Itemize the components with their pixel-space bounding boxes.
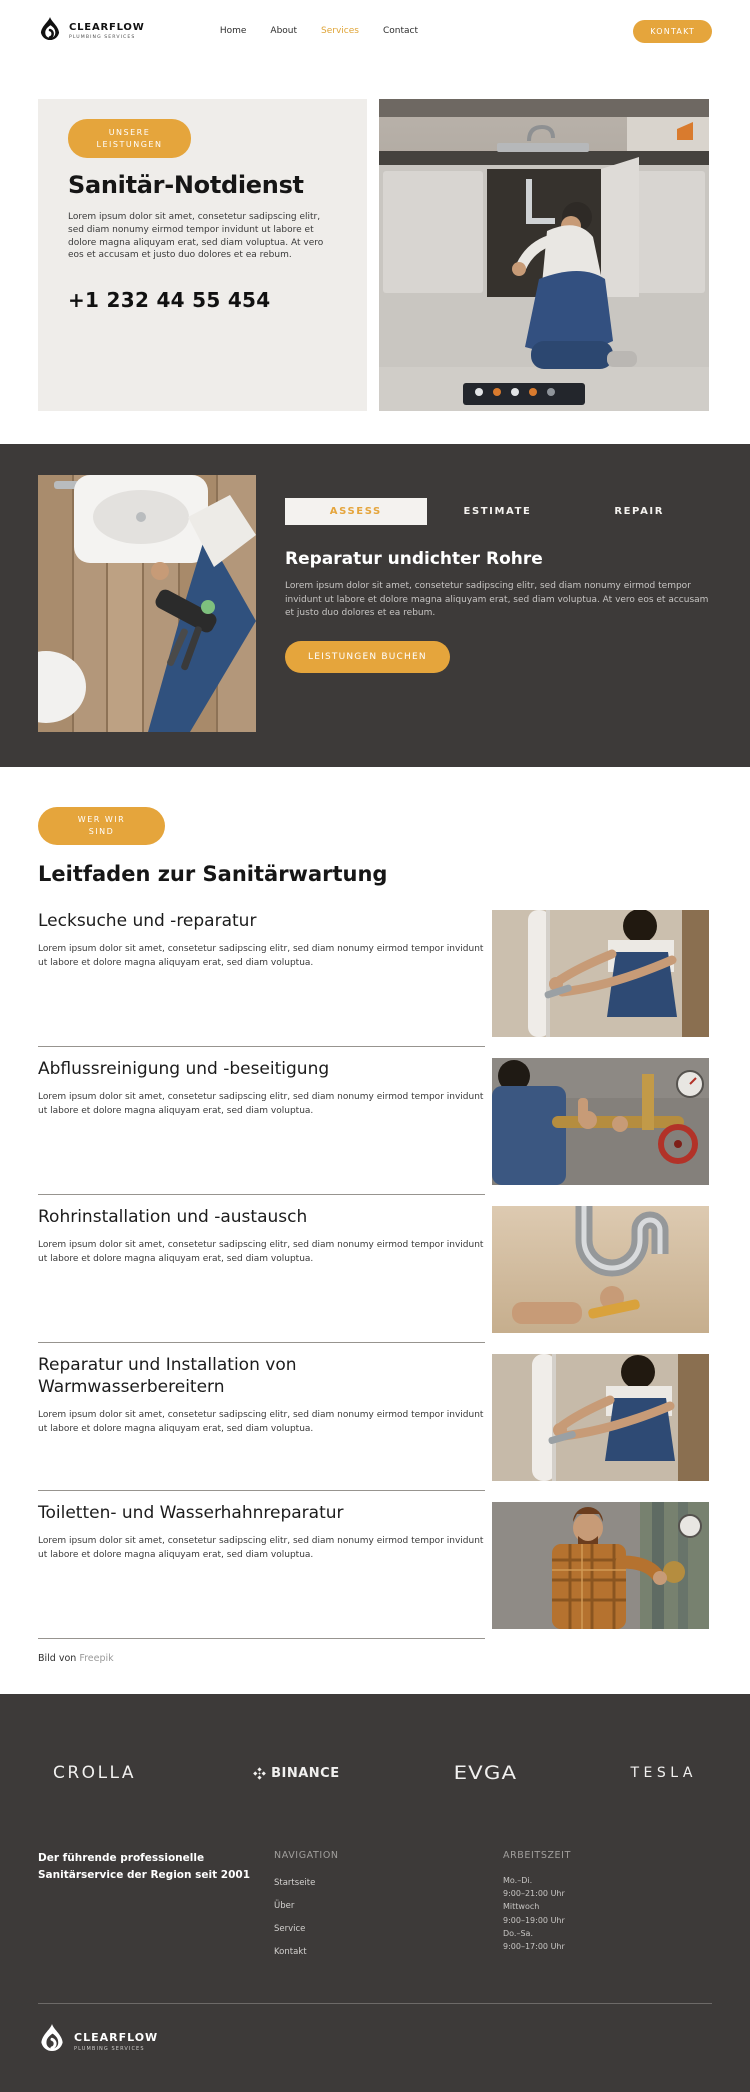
item-title: Lecksuche und -reparatur [38, 911, 257, 931]
item-text [38, 1354, 485, 1436]
list-item [38, 1502, 712, 1629]
tesla-logo: TESLA [630, 1765, 697, 1781]
item-body: Lorem ipsum dolor sit amet, consetetur sadipscing elitr, sed diam nonumy eirmod tempor invidunt ut labore et dolore magna aliquyam erat, sed diam voluptua. [38, 944, 484, 968]
hero-panel [38, 99, 367, 411]
divider [38, 1046, 485, 1047]
pipe-installation-photo [492, 1206, 709, 1333]
brand-name: CLEARFLOW [69, 22, 145, 33]
item-text [38, 1206, 485, 1266]
hours-time: 9:00–19:00 Uhr [503, 1915, 565, 1925]
credit-prefix: Bild von [38, 1653, 80, 1664]
hours-time: 9:00–17:00 Uhr [503, 1941, 565, 1951]
tab-assess[interactable]: ASSESS [285, 498, 427, 525]
hours-time: 9:00–21:00 Uhr [503, 1889, 565, 1899]
item-text [38, 910, 485, 970]
plumber-on-floor-photo [38, 475, 256, 732]
logo[interactable] [38, 17, 145, 46]
divider [38, 1194, 485, 1195]
divider [38, 1638, 485, 1639]
kontakt-button[interactable]: KONTAKT [633, 20, 712, 43]
brand-text [69, 22, 145, 40]
hero-badge-label: UNSERE LEISTUNGEN [96, 127, 163, 149]
footer-brand-tagline: PLUMBING SERVICES [74, 2045, 145, 2052]
feature-tabs [285, 498, 710, 525]
item-title: Abflussreinigung und -beseitigung [38, 1059, 330, 1079]
footer-hours-column [503, 1850, 712, 1957]
hero-badge [68, 119, 191, 158]
guide-title: Leitfaden zur Sanitärwartung [38, 862, 388, 886]
header [0, 0, 750, 62]
item-text [38, 1058, 485, 1118]
binance-logo [253, 1766, 340, 1781]
footer-tagline-column [38, 1850, 258, 1957]
footer-hours-heading: ARBEITSZEIT [503, 1850, 571, 1861]
footer-brand-name: CLEARFLOW [74, 2030, 159, 2044]
item-body: Lorem ipsum dolor sit amet, consetetur sadipscing elitr, sed diam nonumy eirmod tempor invidunt ut labore et dolore magna aliquyam erat, sed diam voluptua. [38, 1536, 484, 1560]
hours-days: Mittwoch [503, 1902, 540, 1912]
drain-cleaning-photo [492, 1058, 709, 1185]
nav-item-contact[interactable]: Contact [382, 26, 418, 36]
footer-link-kontakt[interactable]: Kontakt [274, 1947, 307, 1957]
nav-item-home[interactable]: Home [219, 26, 247, 36]
feature-section [0, 444, 750, 767]
item-title: Rohrinstallation und -austausch [38, 1207, 308, 1227]
phone-number[interactable]: +1 232 44 55 454 [68, 288, 271, 313]
freepik-link[interactable]: Freepik [79, 1653, 114, 1664]
water-heater-photo [492, 1354, 709, 1481]
binance-diamond-icon [253, 1767, 266, 1780]
list-item [38, 1206, 712, 1333]
footer [0, 1694, 750, 2092]
evga-logo: EVGA [453, 1762, 517, 1784]
footer-divider [38, 2003, 712, 2004]
tab-repair[interactable]: REPAIR [614, 506, 665, 517]
item-title: Toiletten- und Wasserhahnreparatur [38, 1503, 344, 1523]
hero-body-text: Lorem ipsum dolor sit amet, consetetur sadipscing elitr, sed diam nonumy eirmod tempor invidunt ut labore et dolore magna aliquyam erat, sed diam voluptua. At vero eos et accusam et justo duo dolores et ea rebum. [68, 212, 324, 261]
feature-body-text: Lorem ipsum dolor sit amet, consetetur sadipscing elitr, sed diam nonumy eirmod tempor invidunt ut labore et dolore magna aliquyam erat, sed diam voluptua. At vero eos et accusam et justo duo dolores et ea rebum. [285, 581, 709, 618]
footer-columns [38, 1850, 712, 1957]
feature-title: Reparatur undichter Rohre [285, 549, 543, 569]
opening-hours [503, 1874, 712, 1953]
divider [38, 1490, 485, 1491]
hours-days: Do.–Sa. [503, 1928, 533, 1938]
partner-logos [38, 1756, 712, 1790]
footer-link-startseite[interactable]: Startseite [274, 1878, 316, 1888]
feature-content [285, 475, 710, 673]
footer-brand-text [74, 2031, 158, 2052]
crolla-logo: CROLLA [53, 1763, 137, 1783]
item-title: Reparatur und Installation von Warmwasserbereitern [38, 1355, 297, 1398]
list-item [38, 910, 712, 1037]
item-body: Lorem ipsum dolor sit amet, consetetur sadipscing elitr, sed diam nonumy eirmod tempor invidunt ut labore et dolore magna aliquyam erat, sed diam voluptua. [38, 1092, 484, 1116]
footer-tagline: Der führende professionelle Sanitärservice der Region seit 2001 [38, 1852, 251, 1882]
flame-drop-icon [38, 17, 62, 46]
image-credit [38, 1653, 712, 1694]
hero-section [0, 99, 750, 411]
tab-estimate[interactable]: ESTIMATE [463, 506, 532, 517]
footer-nav-heading: NAVIGATION [274, 1850, 339, 1861]
toilet-faucet-repair-photo [492, 1502, 709, 1629]
feature-photo [38, 475, 256, 732]
page-title: Sanitär-Notdienst [68, 171, 304, 199]
footer-logo[interactable] [38, 2024, 712, 2058]
footer-nav-column [258, 1850, 503, 1957]
guide-list [38, 910, 712, 1639]
leak-repair-photo [492, 910, 709, 1037]
divider [38, 1342, 485, 1343]
list-item [38, 1058, 712, 1185]
guide-badge [38, 807, 165, 845]
nav-item-services[interactable]: Services [321, 26, 359, 36]
guide-badge-label: WER WIR SIND [77, 815, 126, 836]
book-services-button[interactable]: LEISTUNGEN BUCHEN [285, 641, 450, 673]
main-nav [220, 26, 418, 36]
binance-wordmark: BINANCE [271, 1765, 340, 1781]
guide-section [0, 767, 750, 1694]
hours-days: Mo.–Di. [503, 1876, 533, 1885]
hero-photo [379, 99, 709, 411]
plumber-under-sink-photo [379, 99, 709, 411]
item-body: Lorem ipsum dolor sit amet, consetetur sadipscing elitr, sed diam nonumy eirmod tempor invidunt ut labore et dolore magna aliquyam erat, sed diam voluptua. [38, 1240, 484, 1264]
nav-item-about[interactable]: About [270, 26, 298, 36]
brand-tagline: PLUMBING SERVICES [69, 35, 136, 40]
footer-link-service[interactable]: Service [274, 1924, 306, 1934]
list-item [38, 1354, 712, 1481]
item-body: Lorem ipsum dolor sit amet, consetetur sadipscing elitr, sed diam nonumy eirmod tempor invidunt ut labore et dolore magna aliquyam erat, sed diam voluptua. [38, 1410, 484, 1434]
item-text [38, 1502, 485, 1562]
flame-drop-icon [38, 2024, 66, 2058]
footer-link-ueber[interactable]: Über [274, 1901, 295, 1911]
